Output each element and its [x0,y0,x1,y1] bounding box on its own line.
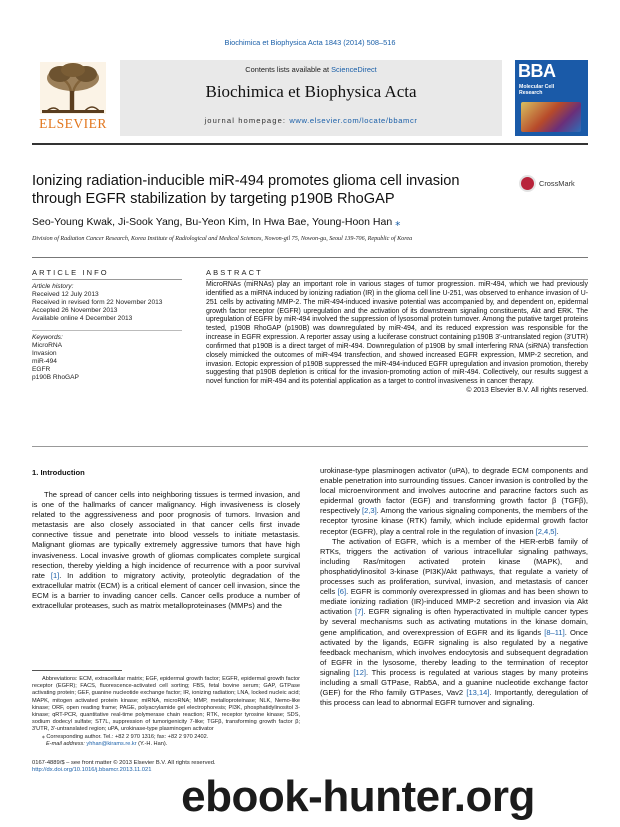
body-text: . Once activated by the ligands, EGFR signaling is also regulated by a negative feedback mechanism, which involves endocytosis and subsequent degradation of EGFR in the lysosome, thereby leading to the termination of receptor signaling [320,627,588,677]
abstract-heading: ABSTRACT [206,268,263,277]
body-text: . This process is regulated at various stages by many proteins including a small GTPase, Rab5A, and a guanine nucleotide exchange factor (GEF) for the Rho family GTPases, Vav2 [320,667,588,698]
history-item: Available online 4 December 2013 [32,315,133,322]
cover-subtitle-line-1: Molecular Cell [519,84,555,90]
contents-prefix: Contents lists available at [245,65,332,74]
article-info-rule [32,257,588,258]
body-paragraph [32,490,300,611]
body-text: The spread of cancer cells into neighboring tissues is termed invasion, and is one of the hallmarks of cancer malignancy. High invasiveness is closely related to the aggressiveness and poor prognosis of tumors. Invasion and metastasis are also closely associated in that cancer cells first invade connective tissue and penetrate into blood vessels to initiate metastasis. Malignant gliomas are typically extremely aggressive tumors that have high invasiveness. Local invasive growth of gliomas complicates complete surgical resection, thereby yielding a high incidence of recurrence with a poor survival rate [32,490,300,580]
journal-banner [32,60,588,136]
article-history [32,283,182,323]
body-paragraph [320,537,588,709]
body-text: The activation of EGFR, which is a member of the HER-erbB family of RTKs, triggers the activation of various intracellular signaling pathways, including Ras/mitogen activated protein kinase (MAPK), and phosphatidylinositol 3-kinase (PI3K)/Akt pathways, that regulate a variety of processes such as proliferation, survival, invasion, and metastasis of cancer cells [320,536,588,597]
introduction-heading: 1. Introduction [32,468,85,477]
elsevier-tree-icon [40,62,106,114]
email-label: E-mail address: [46,740,87,747]
doi-link[interactable]: http://dx.doi.org/10.1016/j.bbamcr.2013.11.021 [32,767,152,774]
citation-link[interactable]: [7] [354,607,364,617]
journal-masthead [120,60,502,136]
keyword: Invasion [32,350,57,357]
elsevier-wordmark: ELSEVIER [39,116,107,131]
citation-link[interactable]: [6] [337,587,347,597]
authors-text: Seo-Young Kwak, Ji-Sook Yang, Bu-Yeon Kim, In Hwa Bae, Young-Hoon Han [32,216,393,228]
abstract-bottom-rule [32,446,588,447]
keyword: miR-494 [32,358,57,365]
email-footnote [32,741,300,748]
body-text: . EGFR is commonly overexpressed in gliomas and has been shown to mediate ionizing radiation (IR)-induced MMP-2 secretion and invasion via Akt activation [320,587,588,617]
cover-subtitle-line-2: Research [519,90,543,96]
article-title: Ionizing radiation-inducible miR-494 promotes glioma cell invasion through EGFR stabilization by targeting p190B RhoGAP [32,173,460,207]
email-suffix: (Y.-H. Han). [136,740,168,747]
footnotes [32,676,300,748]
citation-link[interactable]: [2,4,5] [535,526,557,536]
journal-name: Biochimica et Biophysica Acta [205,82,417,101]
contents-available-line [120,65,502,74]
header-rule [32,143,588,145]
crossmark-icon [519,175,536,192]
body-column-right [320,466,588,708]
citation-link[interactable]: [1] [50,570,60,580]
crossmark-badge[interactable] [519,175,579,193]
homepage-prefix: journal homepage: [204,116,290,125]
keywords [32,334,182,382]
keyword: EGFR [32,366,51,373]
body-text: . [556,526,559,536]
journal-cover-thumbnail[interactable] [515,60,588,136]
body-text: . Importantly, deregulation of this process can lead to abnormal EGFR turnover and signaling. [320,688,589,708]
abbreviations-footnote: Abbreviations: ECM, extracellular matrix; EGF, epidermal growth factor; EGFR, epidermal growth factor receptor (EGFR); FACS, fluorescence-activated cell sorting; FBS, fetal bovine serum; GAP, GTPase activating protein; GEF, guanine nucleotide exchange factor; IR, ionizing radiation; LNA, locked nucleic acid; MAPK, mitogen activated protein kinase; miRNA, microRNA; MMP, metalloproteinase; NLK, Nemo-like kinase; ORF, open reading frame; PAGE, polyacrylamide gel electrophoresis; PI3K, phosphatidylinositol 3-kinase; qRT-PCR, quantitative real-time polymerase chain reaction; RTK, receptor tyrosine kinase; SDS, sodium dodecyl sulfate; ST7L, suppression of tumorigenicity 7-like; TGFβ, transforming growth factor β; 3′UTR, 3′-untranslated region; uPA, urokinase-type plasminogen activator [32,676,300,733]
keywords-label: Keywords: [32,334,63,341]
corresponding-author-marker[interactable]: ⁎ [395,216,401,228]
abstract-body [206,281,588,396]
journal-homepage-line [120,116,502,125]
body-text: . In addition to migratory activity, proteolytic degradation of the extracellular matrix (ECM) is a critical element of cancer cell invasion, since the ECM is a barrier to invading cancer cells. Cancer cells produce a number of extracellular proteases, such as matrix metalloproteinases (MMPs) and the [32,570,300,611]
cover-title: BBA [518,61,556,81]
history-item: Received in revised form 22 November 2013 [32,299,163,306]
author-list [32,216,588,228]
issn-line: 0167-4889/$ – see front matter © 2013 Elsevier B.V. All rights reserved. [32,760,216,766]
citation-link[interactable]: [8–11] [544,627,565,637]
keywords-divider [32,330,182,331]
history-item: Received 12 July 2013 [32,291,99,298]
journal-citation[interactable]: Biochimica et Biophysica Acta 1843 (2014) 508–516 [224,38,396,47]
homepage-link[interactable]: www.elsevier.com/locate/bbamcr [289,116,418,125]
cover-image [521,102,581,132]
article-info-heading: ARTICLE INFO [32,268,109,277]
corresponding-author-footnote: ⁎ Corresponding author. Tel.: +82 2 970 1316; fax: +82 2 970 2402. [42,733,209,740]
keyword: MicroRNA [32,342,63,349]
body-column-left [32,490,300,611]
keyword: p190B RhoGAP [32,374,79,381]
cover-subtitle [519,84,554,96]
body-text: . Among the various signaling components, the members of the receptor tyrosine kinase (RTK) family, which include epidermal growth factor receptor (EGFR), play a central role in the regulation of invasion [320,506,588,536]
body-text: . EGFR signaling is often hyperactivated in multiple cancer types by several mechanisms such as activating mutations in the kinase domain, gene amplification, and overexpression of EGFR and its ligands [320,607,588,637]
body-paragraph [320,466,588,537]
abstract-text: MicroRNAs (miRNAs) play an important role in various stages of tumor progression. miR-494, which we had previously identified as a miRNA induced by ionizing radiation (IR) in the glioma cell line U-251, was observed to enhance invasion of U-251 cells by activating MMP-2. The miR-494-induced invasive potential was accompanied by, and dependent on, epidermal growth factor receptor (EGFR) upregulation and the activation of its downstream signaling constituents, Akt and ERK. The upregulation of EGFR by miR-494 involved the suppression of lysosomal protein turnover. Among the putative target proteins tested, p190B RhoGAP (p190B) was downregulated by miR-494, and its reduced expression was responsible for the increase in EGFR expression. A reporter assay using a luciferase construct containing p190B 3′-untranslated region (3′UTR) confirmed that p190B is a direct target of miR-494. Downregulation of p190B by small interfering RNA (siRNA) transfection closely mimicked the outcomes of miR-494 transfection, and showed increased EGFR expression, MMP-2 secretion, and invasion. Ectopic expression of p190B suppressed the miR-494-induced EGFR upregulation and invasion promotion, thereby suggesting that p190B depletion is critical for the invasion-promoting action of miR-494. Collectively, our results suggest a novel function for miR-494 and its potential application as a target to control invasiveness in cancer therapy. [206,281,588,386]
watermark: ebook-hunter.org [181,772,535,821]
body-text: urokinase-type plasminogen activator (uPA), to degrade ECM components and enable penetration into surrounding tissues. Cancer invasion is controlled by the local microenvironment and involves autocrine and paracrine factors such as epidermal growth factor (EGF) and transforming growth factor β (TGFβ), respectively [320,466,588,516]
history-item: Accepted 26 November 2013 [32,307,118,314]
abstract-underline [206,279,588,280]
citation-link[interactable]: [2,3] [361,506,377,516]
email-link[interactable]: yhhan@kirams.re.kr [86,740,137,747]
article-info-underline [32,279,182,280]
abstract-copyright: © 2013 Elsevier B.V. All rights reserved. [466,387,588,395]
footnote-rule [32,670,122,671]
elsevier-logo[interactable] [32,60,114,136]
crossmark-label: CrossMark [539,179,575,188]
history-label: Article history: [32,283,74,290]
citation-link[interactable]: [13,14] [466,688,490,698]
sciencedirect-link[interactable]: ScienceDirect [331,65,377,74]
citation-link[interactable]: [12] [353,667,367,677]
affiliation: Division of Radiation Cancer Research, Korea Institute of Radiological and Medical Sciences, Nowon-gil 75, Nowon-gu, Seoul 139-706, Republic of Korea [32,236,413,242]
